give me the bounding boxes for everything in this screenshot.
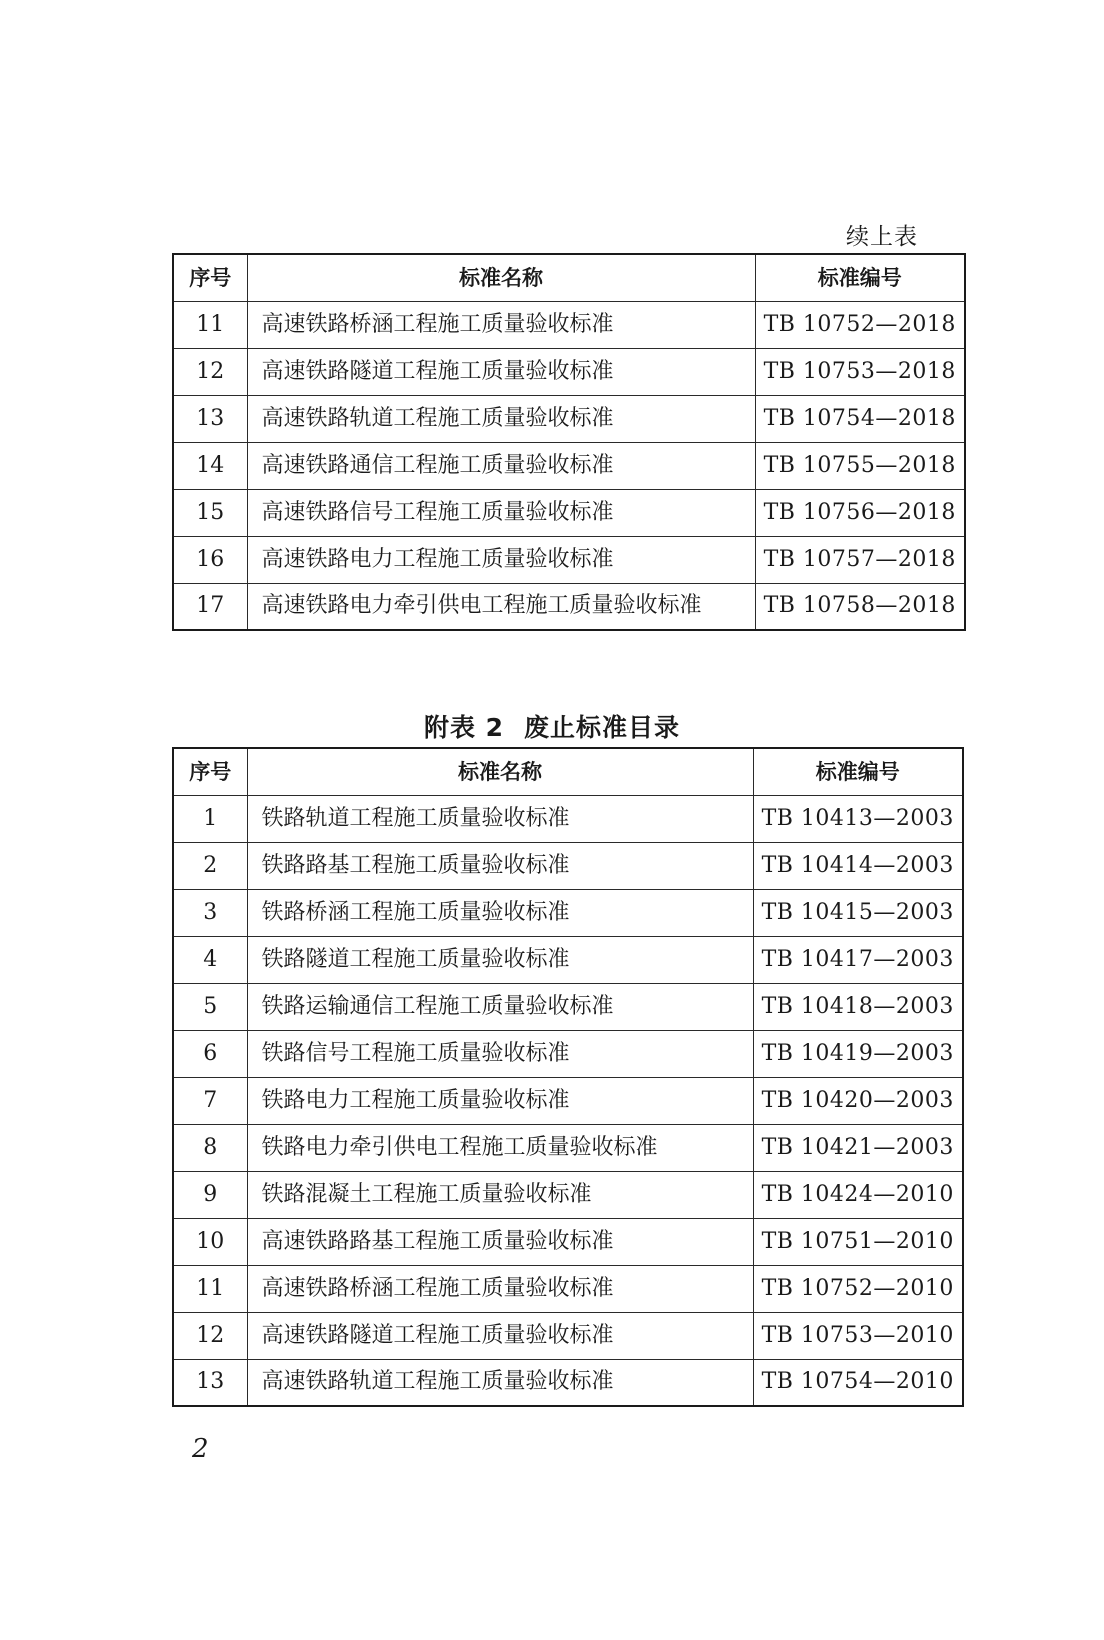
row-standard-code: TB 10752—2018 (755, 301, 965, 348)
table-row (173, 983, 963, 1030)
table-row (173, 442, 965, 489)
row-standard-code: TB 10414—2003 (753, 842, 963, 889)
row-standard-name: 铁路混凝土工程施工质量验收标准 (247, 1171, 753, 1218)
row-standard-name: 高速铁路轨道工程施工质量验收标准 (247, 1359, 753, 1406)
row-standard-code: TB 10752—2010 (753, 1265, 963, 1312)
row-number: 5 (173, 983, 247, 1030)
header-serial-number: 序号 (173, 748, 247, 795)
continued-label: 续上表 (846, 224, 918, 250)
repealed-standards-table (172, 747, 964, 1407)
table-row (173, 936, 963, 983)
row-standard-name: 高速铁路通信工程施工质量验收标准 (247, 442, 755, 489)
table-row (173, 1171, 963, 1218)
row-number: 13 (173, 395, 247, 442)
appendix-title-text: 废止标准目录 (524, 713, 681, 742)
table-row (173, 842, 963, 889)
row-number: 6 (173, 1030, 247, 1077)
table-row (173, 1030, 963, 1077)
row-number: 14 (173, 442, 247, 489)
row-standard-code: TB 10424—2010 (753, 1171, 963, 1218)
table-row (173, 1077, 963, 1124)
row-number: 7 (173, 1077, 247, 1124)
row-number: 13 (173, 1359, 247, 1406)
table-row (173, 395, 965, 442)
row-standard-name: 铁路隧道工程施工质量验收标准 (247, 936, 753, 983)
header-standard-code: 标准编号 (753, 748, 963, 795)
row-standard-code: TB 10417—2003 (753, 936, 963, 983)
row-number: 3 (173, 889, 247, 936)
row-standard-name: 铁路电力牵引供电工程施工质量验收标准 (247, 1124, 753, 1171)
row-standard-name: 铁路电力工程施工质量验收标准 (247, 1077, 753, 1124)
page-number: 2 (192, 1434, 209, 1464)
table-row (173, 301, 965, 348)
row-number: 2 (173, 842, 247, 889)
header-standard-name: 标准名称 (247, 254, 755, 301)
table-row (173, 1218, 963, 1265)
row-standard-name: 铁路信号工程施工质量验收标准 (247, 1030, 753, 1077)
row-standard-code: TB 10753—2010 (753, 1312, 963, 1359)
row-standard-name: 高速铁路隧道工程施工质量验收标准 (247, 348, 755, 395)
header-standard-name: 标准名称 (247, 748, 753, 795)
table-row (173, 1124, 963, 1171)
row-number: 9 (173, 1171, 247, 1218)
row-standard-code: TB 10420—2003 (753, 1077, 963, 1124)
row-standard-name: 铁路路基工程施工质量验收标准 (247, 842, 753, 889)
row-number: 11 (173, 1265, 247, 1312)
table-row (173, 348, 965, 395)
row-standard-code: TB 10421—2003 (753, 1124, 963, 1171)
table-row (173, 1312, 963, 1359)
table-row (173, 1359, 963, 1406)
table-row (173, 536, 965, 583)
row-standard-name: 铁路运输通信工程施工质量验收标准 (247, 983, 753, 1030)
row-number: 10 (173, 1218, 247, 1265)
row-standard-name: 高速铁路轨道工程施工质量验收标准 (247, 395, 755, 442)
row-standard-name: 高速铁路路基工程施工质量验收标准 (247, 1218, 753, 1265)
row-standard-code: TB 10751—2010 (753, 1218, 963, 1265)
row-standard-code: TB 10753—2018 (755, 348, 965, 395)
table-row (173, 583, 965, 630)
table-row (173, 1265, 963, 1312)
row-number: 1 (173, 795, 247, 842)
row-standard-code: TB 10754—2018 (755, 395, 965, 442)
row-standard-code: TB 10418—2003 (753, 983, 963, 1030)
row-standard-code: TB 10419—2003 (753, 1030, 963, 1077)
table-header-row (173, 748, 963, 795)
row-standard-code: TB 10754—2010 (753, 1359, 963, 1406)
header-standard-code: 标准编号 (755, 254, 965, 301)
row-number: 4 (173, 936, 247, 983)
row-standard-code: TB 10756—2018 (755, 489, 965, 536)
row-number: 15 (173, 489, 247, 536)
row-standard-code: TB 10413—2003 (753, 795, 963, 842)
row-number: 12 (173, 1312, 247, 1359)
table-row (173, 489, 965, 536)
appendix-label: 附表 2 (423, 713, 505, 742)
table-row (173, 889, 963, 936)
row-standard-code: TB 10758—2018 (755, 583, 965, 630)
row-number: 11 (173, 301, 247, 348)
table-row (173, 795, 963, 842)
row-standard-name: 高速铁路电力牵引供电工程施工质量验收标准 (247, 583, 755, 630)
row-number: 16 (173, 536, 247, 583)
row-standard-name: 铁路轨道工程施工质量验收标准 (247, 795, 753, 842)
table-header-row (173, 254, 965, 301)
row-standard-name: 高速铁路电力工程施工质量验收标准 (247, 536, 755, 583)
row-standard-code: TB 10415—2003 (753, 889, 963, 936)
row-standard-code: TB 10755—2018 (755, 442, 965, 489)
standards-table-continued (172, 253, 966, 631)
row-standard-name: 高速铁路隧道工程施工质量验收标准 (247, 1312, 753, 1359)
row-standard-name: 高速铁路桥涵工程施工质量验收标准 (247, 1265, 753, 1312)
row-standard-code: TB 10757—2018 (755, 536, 965, 583)
row-number: 12 (173, 348, 247, 395)
row-number: 17 (173, 583, 247, 630)
row-standard-name: 铁路桥涵工程施工质量验收标准 (247, 889, 753, 936)
appendix-2-title (0, 708, 1104, 744)
header-serial-number: 序号 (173, 254, 247, 301)
row-standard-name: 高速铁路桥涵工程施工质量验收标准 (247, 301, 755, 348)
row-standard-name: 高速铁路信号工程施工质量验收标准 (247, 489, 755, 536)
row-number: 8 (173, 1124, 247, 1171)
